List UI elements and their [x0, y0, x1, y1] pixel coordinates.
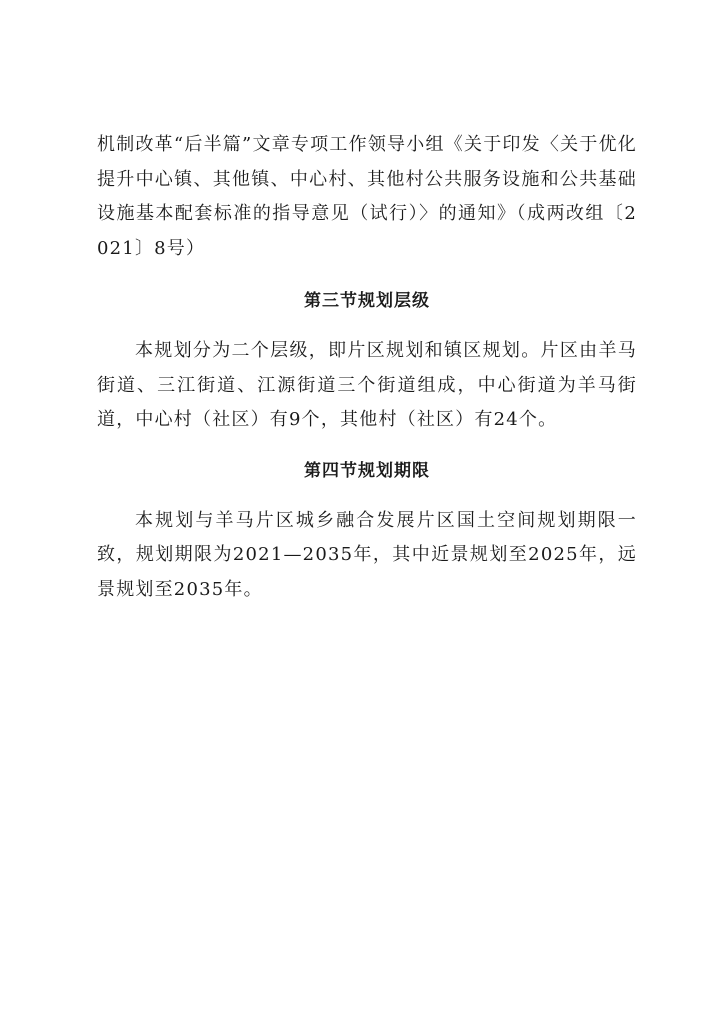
document-page	[97, 128, 637, 607]
planning-period-paragraph: 本规划与羊马片区城乡融合发展片区国土空间规划期限一致，规划期限为2021—2035年，其中近景规划至2025年，远景规划至2035年。	[97, 509, 637, 600]
planning-levels-paragraph: 本规划分为二个层级，即片区规划和镇区规划。片区由羊马街道、三江街道、江源街道三个街道组成，中心街道为羊马街道，中心村（社区）有9个，其他村（社区）有24个。	[97, 340, 637, 430]
section-4-heading: 第四节规划期限	[304, 460, 430, 481]
section-3-heading: 第三节规划层级	[304, 291, 430, 311]
intro-paragraph: 机制改革“后半篇”文章专项工作领导小组《关于印发〈关于优化提升中心镇、其他镇、中心村、其他村公共服务设施和公共基础设施基本配套标准的指导意见（试行）〉的通知》（成两改组〔2021〕8号）	[97, 134, 637, 259]
